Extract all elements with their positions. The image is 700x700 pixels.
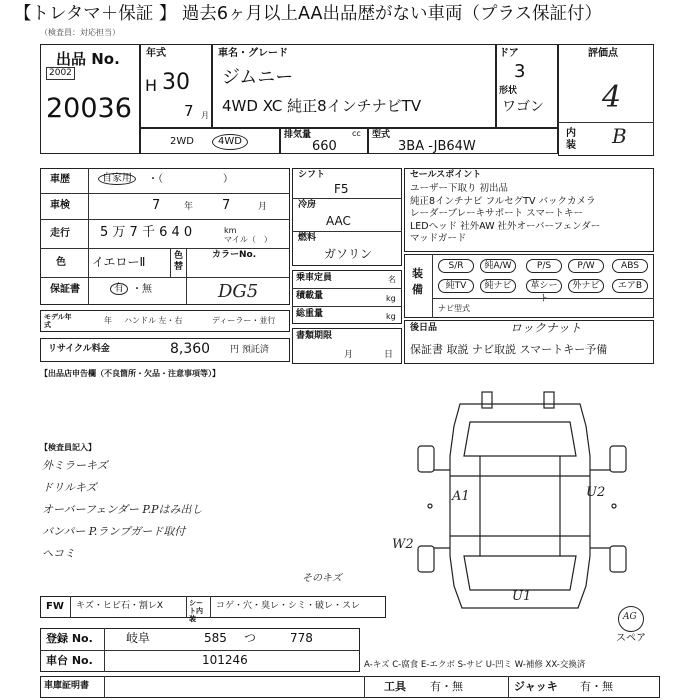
interior-value: B	[612, 124, 627, 148]
displacement-label: 排気量	[284, 130, 312, 140]
capacity-unit: 名	[388, 275, 396, 284]
defects-label: 【出品店申告欄（不良箇所・欠品・注意事項等）】	[40, 369, 220, 378]
ac-label: 冷房	[298, 200, 317, 210]
jack-label: ジャッキ	[514, 680, 558, 693]
chassis-value: 101246	[202, 653, 248, 667]
year-value: 30	[162, 70, 190, 95]
weight-label: 総重量	[296, 309, 324, 319]
spare-label: スペア	[616, 633, 646, 644]
inspector-note: ドリルキズ	[42, 481, 97, 494]
jack-value: 有・無	[580, 680, 613, 693]
mileage-label: 走行	[50, 228, 70, 239]
history-value: 自家用	[98, 173, 136, 185]
recycle-unit: 円 預託済	[230, 345, 269, 355]
mark-a1: A1	[452, 489, 470, 504]
capacity-label: 乗車定員	[296, 273, 333, 283]
mileage-unit: km	[224, 226, 237, 235]
sales-point-line: マッドガード	[410, 233, 467, 244]
fuel-value: ガソリン	[324, 247, 373, 261]
inspection-month-unit: 月	[258, 202, 268, 212]
recycle-label: リサイクル料金	[48, 344, 110, 354]
inspection-year: 7	[152, 198, 161, 213]
registration-class: 585	[204, 631, 227, 645]
mileage-digits: 5 万 7 千 6 4 0	[100, 225, 193, 240]
tools-value: 有・無	[430, 680, 463, 693]
sub-note: （検査員：対応担当）	[40, 28, 120, 37]
year-era: H	[145, 76, 158, 95]
equipment-label: 装備	[412, 267, 423, 296]
warranty-label: 保証書	[50, 284, 80, 295]
doors-value: 3	[514, 61, 526, 82]
sales-point-line: LEDヘッド 社外AW 社外オーバーフェンダー	[410, 220, 601, 232]
equipment-option: P/W	[568, 259, 604, 273]
year-month: 7	[184, 102, 194, 120]
equipment-option: 純A/W	[480, 259, 516, 273]
inspector-note: 外ミラーキズ	[42, 459, 108, 472]
equipment-option: 革シート	[526, 279, 562, 293]
accessories-label: 後日品	[410, 323, 438, 333]
displacement-value: 660	[312, 139, 337, 154]
doors-label: ドア	[499, 48, 519, 59]
seat-label: シート内装	[189, 599, 203, 623]
mark-u2: U2	[586, 485, 606, 500]
model-label: 車名・グレード	[218, 48, 288, 59]
shift-value: F5	[334, 182, 349, 196]
equipment-option: ABS	[612, 259, 648, 273]
color-no-label: カラーNo.	[212, 250, 257, 260]
model-year-handle: ハンドル 左・右	[124, 316, 183, 325]
tools-label: 工具	[384, 680, 406, 693]
inspector-note: ヘコミ	[42, 547, 75, 560]
seat-text: コゲ・穴・臭レ・シミ・破レ・スレ	[216, 601, 361, 611]
model-year-dealer: ディーラー・並行	[212, 316, 276, 325]
chassis-label: 車台 No.	[46, 654, 93, 667]
mark-w2: W2	[392, 537, 414, 552]
shape-value: ワゴン	[502, 99, 544, 115]
shift-label: シフト	[298, 170, 326, 180]
warranty-yes: 有	[110, 283, 128, 295]
mark-u1: U1	[512, 589, 532, 604]
load-unit: kg	[386, 294, 396, 303]
car-damage-diagram	[410, 386, 660, 626]
sales-point-line: ユーザー下取り 初出品	[410, 183, 509, 194]
score-value: 4	[602, 80, 622, 115]
sales-point-line: 純正8インチナビ フルセグTV バックカメラ	[410, 195, 596, 207]
model-name: ジムニー	[222, 67, 294, 88]
drive-2wd: 2WD	[170, 136, 194, 147]
inspector-note: バンパー P.ランプガード取付	[42, 525, 186, 538]
nav-type-label: ナビ型式	[438, 304, 470, 313]
bottom-row-box	[40, 676, 660, 698]
equipment-option: 純TV	[438, 279, 474, 293]
year-label: 年式	[146, 48, 166, 59]
inspection-month: 7	[222, 198, 231, 213]
color-no: DG5	[218, 281, 259, 302]
registration-label: 登録 No.	[46, 632, 93, 645]
model-grade: 4WD XC 純正8インチナビTV	[222, 97, 422, 115]
model-year-label: モデル年式	[44, 313, 72, 329]
registration-kana: つ	[244, 631, 257, 645]
registration-number: 778	[290, 631, 313, 645]
recycle-value: 8,360	[170, 341, 211, 357]
inspector-note: オーバーフェンダー P.Pはみ出し	[42, 503, 203, 516]
sales-point-line: レーダーブレーキサポート スマートキー	[410, 208, 583, 219]
equipment-option: 外ナビ	[568, 279, 604, 293]
type-value: 3BA -JB64W	[398, 139, 476, 154]
mileage-note: マイル（ ）	[224, 235, 272, 244]
equipment-option: 純ナビ	[480, 279, 516, 293]
color-label: 色	[56, 257, 66, 268]
fuel-label: 燃料	[298, 233, 317, 243]
fw-label: FW	[46, 601, 64, 612]
inspector-label: 【検査員記入】	[40, 443, 96, 452]
history-rest: ・（ ）	[148, 174, 233, 185]
equipment-option: P/S	[526, 259, 562, 273]
deadline-unit2: 日	[384, 350, 394, 360]
spare-mark: AG	[623, 612, 637, 622]
score-label: 評価点	[588, 48, 618, 59]
interior-label: 内装	[566, 128, 576, 151]
fw-note: そのキズ	[302, 573, 342, 584]
drive-4wd: 4WD	[212, 134, 248, 150]
fw-text: キズ・ヒビ石・割レX	[76, 601, 163, 611]
color-change-label: 色替	[174, 251, 184, 272]
inspection-label: 車検	[50, 200, 70, 211]
lot-label: 出品 No.	[56, 50, 120, 68]
model-year-unit: 年	[104, 316, 112, 325]
equipment-option: エアB	[612, 279, 648, 293]
equipment-option: S/R	[438, 259, 474, 273]
shape-label: 形状	[499, 86, 518, 96]
ac-value: AAC	[326, 214, 351, 228]
displacement-unit: cc	[352, 129, 361, 138]
damage-legend: A-キズ C-腐食 E-エクボ S-サビ U-凹ミ W-補修 XX-交換済	[364, 660, 586, 670]
accessories-text: 保証書 取説 ナビ取説 スマートキー予備	[410, 343, 608, 356]
deadline-unit: 月	[344, 350, 354, 360]
load-label: 積載量	[296, 291, 324, 301]
cert-label: 車庫証明書	[44, 681, 90, 691]
registration-place: 岐阜	[126, 631, 151, 645]
weight-unit: kg	[386, 312, 396, 321]
inspection-year-unit: 年	[184, 202, 194, 212]
accessories-hand: ロックナット	[510, 321, 582, 335]
color-value: イエローⅡ	[92, 255, 146, 269]
history-label: 車歴	[50, 174, 70, 185]
warranty-no: ・無	[132, 284, 152, 295]
year-month-unit: 月	[201, 111, 209, 120]
type-label: 型式	[372, 130, 391, 140]
deadline-label: 書類期限	[296, 331, 333, 341]
lot-code: 2002	[46, 67, 75, 80]
drive-box	[140, 128, 280, 154]
lot-number: 20036	[46, 93, 132, 124]
banner-title: 【トレタマ＋保証 】 過去6ヶ月以上AA出品歴がない車両（プラス保証付）	[14, 4, 602, 24]
sales-points-label: セールスポイント	[410, 170, 482, 180]
